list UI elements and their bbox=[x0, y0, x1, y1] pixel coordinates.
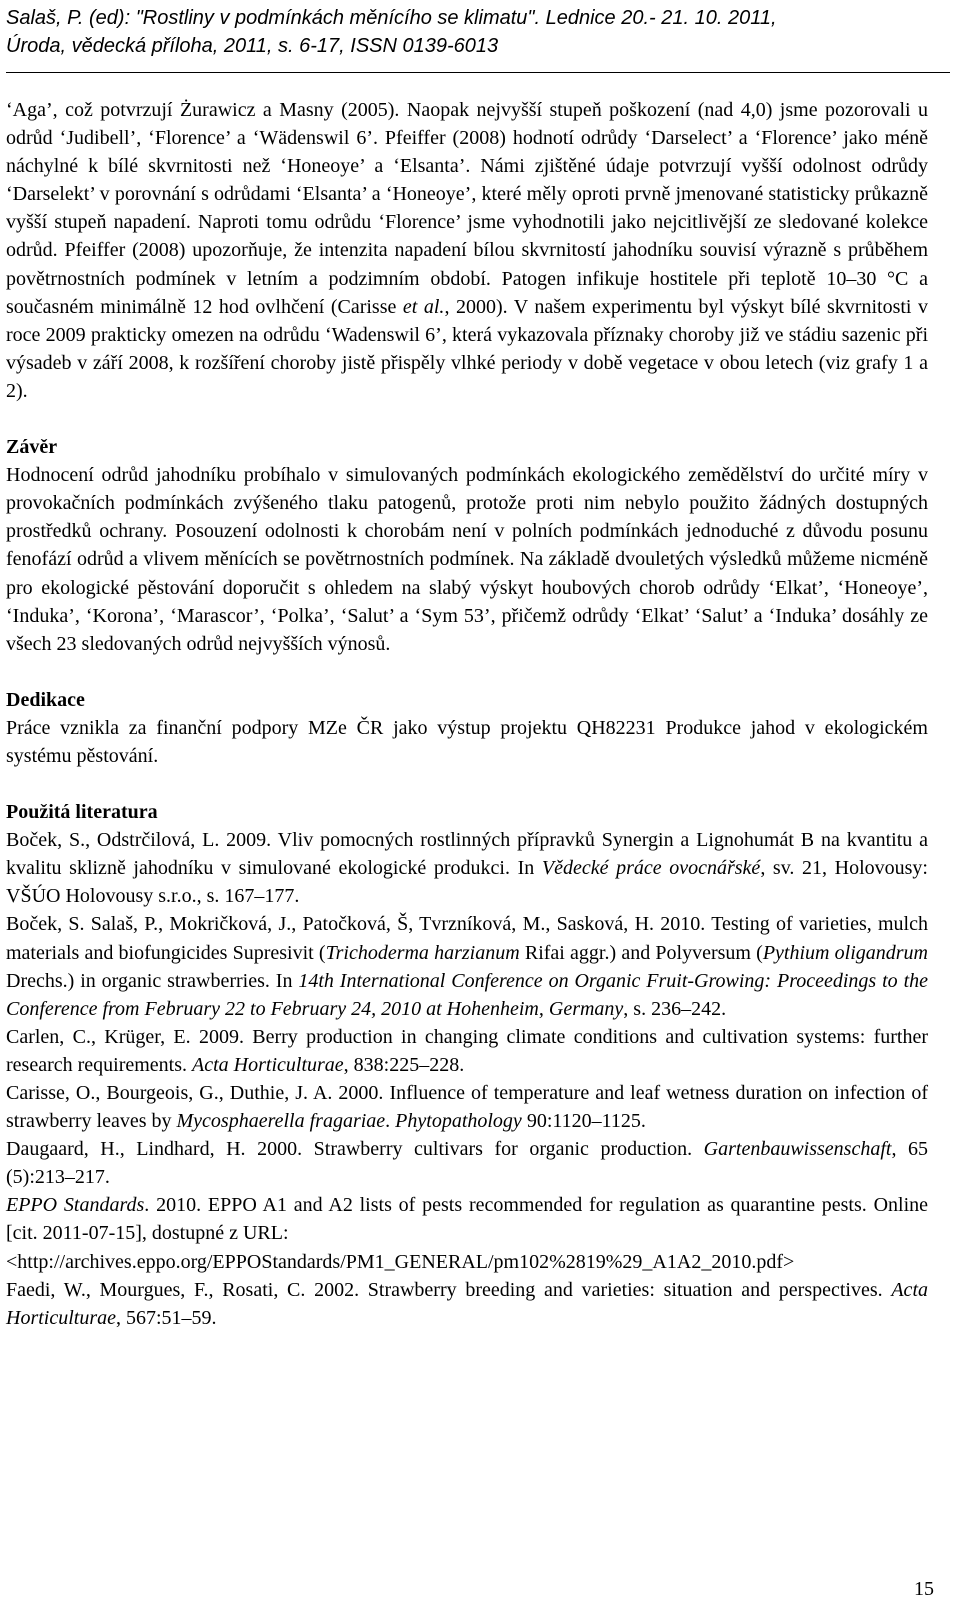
reference-entry: Daugaard, H., Lindhard, H. 2000. Strawberry cultivars for organic production. Gartenbauwissenschaft, 65 (5):213–217. bbox=[6, 1138, 928, 1189]
reference-entry: Carisse, O., Bourgeois, G., Duthie, J. A. 2000. Influence of temperature and leaf wetness duration on infection of strawberry leaves by Mycosphaerella fragariae. Phytopathology 90:1120–1125. bbox=[6, 1082, 928, 1133]
reference-entry: Carlen, C., Krüger, E. 2009. Berry production in changing climate conditions and cultivation systems: further research requirements. Acta Horticulturae, 838:225–228. bbox=[6, 1025, 928, 1076]
header-line-1: Salaš, P. (ed): "Rostliny v podmínkách měnícího se klimatu". Lednice 20.- 21. 10. 2011, bbox=[6, 7, 777, 29]
conclusion-heading: Závěr bbox=[6, 436, 58, 459]
page-content bbox=[6, 96, 928, 1332]
reference-url[interactable]: <http://archives.eppo.org/EPPOStandards/PM1_GENERAL/pm102%2819%29_A1A2_2010.pdf> bbox=[6, 1250, 795, 1273]
dedication-paragraph: Práce vznikla za finanční podpory MZe ČR jako výstup projektu QH82231 Produkce jahod v ekologickém systému pěstování. bbox=[6, 716, 928, 767]
reference-list bbox=[6, 826, 928, 1332]
running-header bbox=[6, 4, 946, 60]
reference-entry: Boček, S., Odstrčilová, L. 2009. Vliv pomocných rostlinných přípravků Synergin a Lignohumát B na kvantitu a kvalitu sklizně jahodníku v simulované ekologické produkci. In Vědecké práce ovocnářské, sv. 21, Holovousy: VŠÚO Holovousy s.r.o., s. 167–177. bbox=[6, 829, 928, 908]
references-heading: Použitá literatura bbox=[6, 801, 158, 824]
dedication-heading: Dedikace bbox=[6, 688, 85, 711]
reference-entry: Boček, S. Salaš, P., Mokričková, J., Patočková, Š, Tvrzníková, M., Sasková, H. 2010. Testing of varieties, mulch materials and biofungicides Supresivit (Trichoderma harzianum Rifai aggr.) and Polyversum (Pythium oligandrum Drechs.) in organic strawberries. In 14th International Conference on Organic Fruit-Growing: Proceedings to the Conference from February 22 to February 24, 2010 at Hohenheim, Germany, s. 236–242. bbox=[6, 913, 928, 1020]
reference-entry: EPPO Standards. 2010. EPPO A1 and A2 lists of pests recommended for regulation as quarantine pests. Online [cit. 2011-07-15], dostupné z URL: <http://archives.eppo.org/EPPOStandards/PM1_GENERAL/pm102%2819%29_A1A2_2010.pdf> bbox=[6, 1194, 928, 1273]
conclusion-paragraph: Hodnocení odrůd jahodníku probíhalo v simulovaných podmínkách ekologického zemědělství do určité míry v provokačních podmínkách zvýšeného tlaku patogenů, protože proti nim nebylo použito žádných dostupných prostředků ochrany. Posouzení odolnosti k chorobám není v polních podmínkách jednoduché z důvodu posunu fenofází odrůd a vlivem měnících se povětrnostních podmínek. Na základě dvouletých výsledků můžeme nicméně pro ekologické pěstování doporučit s ohledem na slabý výskyt houbových chorob odrůdy ‘Elkat’, ‘Honeoye’, ‘Induka’, ‘Korona’, ‘Marascor’, ‘Polka’, ‘Salut’ a ‘Sym 53’, přičemž odrůdy ‘Elkat’ ‘Salut’ a ‘Induka’ dosáhly ze všech 23 sledovaných odrůd nejvyšších výnosů. bbox=[6, 464, 928, 655]
results-paragraph: ‘Aga’, což potvrzují Żurawicz a Masny (2005). Naopak nejvyšší stupeň poškození (nad 4,0) jsme pozorovali u odrůd ‘Judibell’, ‘Florence’ a ‘Wädenswil 6’. Pfeiffer (2008) hodnotí odrůdy ‘Darselect’ a ‘Florence’ jako méně náchylné k bílé skvrnitosti než ‘Honeoye’ a ‘Elsanta’. Námi zjištěné údaje potvrzují vyšší odolnost odrůdy ‘Darselekt’ v porovnání s odrůdami ‘Elsanta’ a ‘Honeoye’, které měly oproti prvně jmenované statisticky průkazně vyšší stupeň napadení. Naproti tomu odrůdu ‘Florence’ jsme vyhodnotili jako nejcitlivější ze sledované kolekce odrůd. Pfeiffer (2008) upozorňuje, že intenzita napadení bílou skvrnitostí jahodníku souvisí výrazně s průběhem povětrnostních podmínek v letním a podzimním období. Patogen infikuje hostitele při teplotě 10–30 °C a současném minimálně 12 hod ovlhčení (Carisse et al., 2000). V našem experimentu byl výskyt bílé skvrnitosti v roce 2009 prakticky omezen na odrůdu ‘Wadenswil 6’, která vykazovala příznaky choroby již ve stádiu sazenic při výsadeb v září 2008, k rozšíření choroby jistě přispěly vlhké periody v době vegetace v obou letech (viz grafy 1 a 2). bbox=[6, 99, 929, 402]
header-line-2: Úroda, vědecká příloha, 2011, s. 6-17, ISSN 0139-6013 bbox=[6, 35, 499, 57]
reference-entry: Faedi, W., Mourgues, F., Rosati, C. 2002. Strawberry breeding and varieties: situation and perspectives. Acta Horticulturae, 567:51–59. bbox=[6, 1278, 928, 1329]
page-number: 15 bbox=[914, 1578, 934, 1600]
header-divider bbox=[6, 72, 950, 73]
